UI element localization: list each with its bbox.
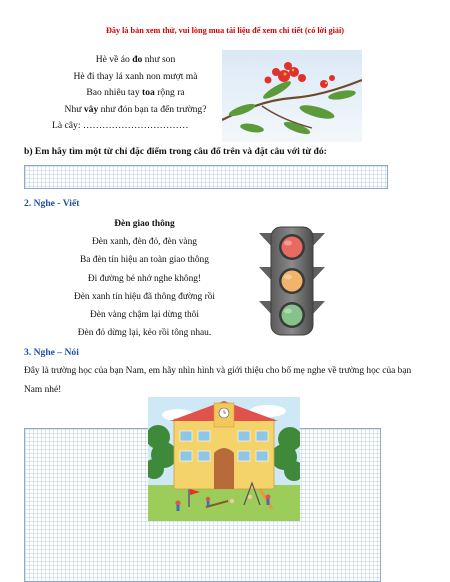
school-image (148, 397, 300, 521)
poem-line: Đèn xanh, đèn đỏ, đèn vàng (92, 237, 197, 248)
poem-line: Đi đường bé nhớ nghe không! (87, 273, 202, 284)
section-3-heading: 3. Nghe – Nói (24, 347, 79, 358)
riddle (48, 52, 223, 135)
section-2-heading: 2. Nghe - Viết (24, 198, 80, 209)
preview-banner: Đây là bản xem thử, vui lòng mua tài liệu để xem chi tiết (có lời giải) (105, 26, 344, 35)
poem-line: Đèn vàng chậm lại dừng thôi (90, 310, 199, 321)
riddle-answer: Là cây: …………………………… (52, 120, 189, 132)
poem-line: Ba đèn tín hiệu an toàn giao thông (80, 255, 209, 266)
poem-line: Đèn xanh tín hiệu đã thông đường rồi (73, 291, 215, 302)
riddle-line-2: Hè đi thay lá xanh non mượt mà (73, 70, 198, 82)
traffic-light-image (257, 225, 327, 337)
poem-line: Đèn đỏ dừng lại, kẻo rồi tông nhau. (77, 328, 212, 339)
poem-title: Đèn giao thông (114, 219, 175, 229)
riddle-line-1: Hè về áo đo như son (95, 54, 176, 65)
traffic-light-poem (52, 215, 237, 342)
question-b: b) Em hãy tìm một từ chỉ đặc điểm trong câu đố trên và đặt câu với từ đó: (24, 146, 327, 157)
flamboyant-tree-image (222, 50, 362, 142)
riddle-line-3: Bao nhiêu tay toa rộng ra (86, 87, 185, 99)
section-3-prompt: Đây là trường học của bạn Nam, em hãy nhìn hình và giới thiệu cho bố mẹ nghe về trường học của bạn Nam nhé! (24, 366, 412, 395)
riddle-line-4: Như vây như đón bạn ta đến trường? (64, 103, 207, 115)
answer-grid-b[interactable] (24, 165, 388, 189)
